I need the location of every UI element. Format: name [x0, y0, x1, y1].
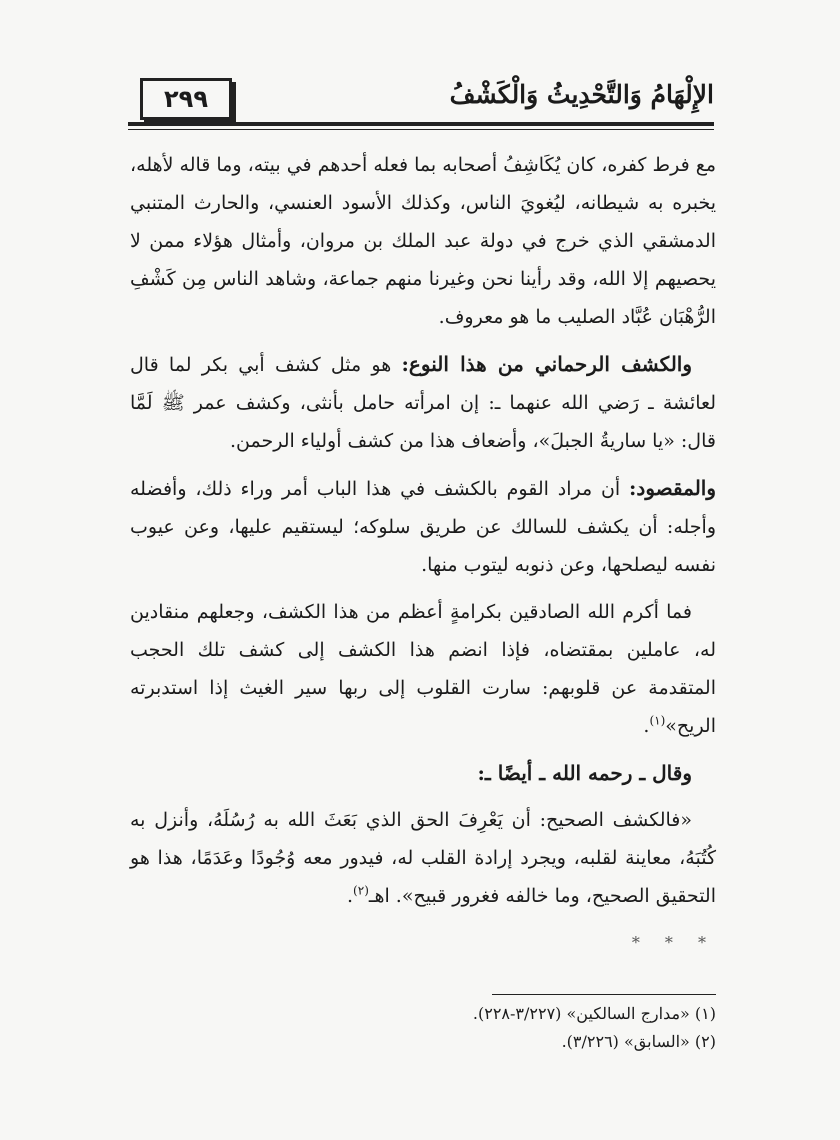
footnote-ref-2[interactable]: (٢)	[353, 883, 369, 898]
paragraph-4-end: .	[643, 715, 650, 737]
paragraph-3	[130, 469, 716, 584]
footnote-rule	[492, 994, 716, 995]
footnote-2: (٢) «السابق» (٣/٢٢٦).	[561, 1032, 716, 1051]
main-text	[130, 146, 716, 962]
paragraph-3-text: أن مراد القوم بالكشف في هذا الباب أمر وراء ذلك، وأفضله وأجله: أن يكشف للسالك عن طريق سلوكه؛ ليستقيم عليها، وعن عيوب نفسه ليصلحها، وعن ذنوبه ليتوب منها.	[130, 478, 716, 576]
paragraph-3-lead: والمقصود:	[629, 476, 716, 500]
page-header	[128, 70, 714, 128]
header-rule-thin	[128, 129, 714, 130]
section-heading: وقال ـ رحمه الله ـ أيضًا ـ:	[477, 761, 692, 785]
paragraph-4	[130, 593, 716, 745]
paragraph-5-end: .	[347, 885, 354, 907]
paragraph-2-lead: والكشف الرحماني من هذا النوع:	[401, 352, 692, 376]
paragraph-2-text: هو مثل كشف أبي بكر لما قال لعائشة ـ رَضي الله عنهما ـ: إن امرأته حامل بأنثى، وكشف عمر ﷺ لَمَّا قال: «يا ساريةُ الجبلَ»، وأضعاف هذا من كشف أولياء الرحمن.	[130, 354, 716, 452]
footnotes	[130, 1000, 716, 1056]
footnote-ref-1[interactable]: (١)	[649, 713, 666, 728]
paragraph-1: مع فرط كفره، كان يُكَاشِفُ أصحابه بما فعله أحدهم في بيته، وما قاله لأهله، يخبره به شيطانه، ليُغويَ الناس، وكذلك الأسود العنسي، والحارث المتنبي الدمشقي الذي خرج في دولة عبد الملك بن مروان، وأمثال هؤلاء ممن لا يحصيهم إلا الله، وقد رأينا نحن وغيرنا منهم جماعة، وشاهد الناس مِن كَشْفِ الرُّهْبَان عُبَّاد الصليب ما هو معروف.	[130, 154, 716, 328]
paragraph-5	[130, 801, 716, 915]
section-separator: * * *	[631, 933, 716, 952]
running-title: الإِلْهَامُ وَالتَّحْدِيثُ وَالْكَشْفُ	[449, 80, 714, 109]
paragraph-2	[130, 345, 716, 460]
header-rule-thick	[128, 122, 714, 126]
paragraph-4-text: فما أكرم الله الصادقين بكرامةٍ أعظم من هذا الكشف، وجعلهم منقادين له، عاملين بمقتضاه، فإذا انضم هذا الكشف إلى كشف تلك الحجب المتقدمة عن قلوبهم: سارت القلوب إلى ربها سير الغيث إذا استدبرته الريح»	[130, 601, 716, 737]
paragraph-5-text: «فالكشف الصحيح: أن يَعْرِفَ الحق الذي بَعَثَ الله به رُسُلَهُ، وأنزل به كُتُبَهُ، معاينة لقلبه، ويجرد إرادة القلب له، فيدور معه وُجُودًا وعَدَمًا، هذا هو التحقيق الصحيح، وما خالفه فغرور قبيح». اهـ	[130, 809, 716, 907]
page-number: ٢٩٩	[140, 78, 232, 120]
footnote-1: (١) «مدارج السالكين» (٣/٢٢٧-٢٢٨).	[472, 1004, 716, 1023]
